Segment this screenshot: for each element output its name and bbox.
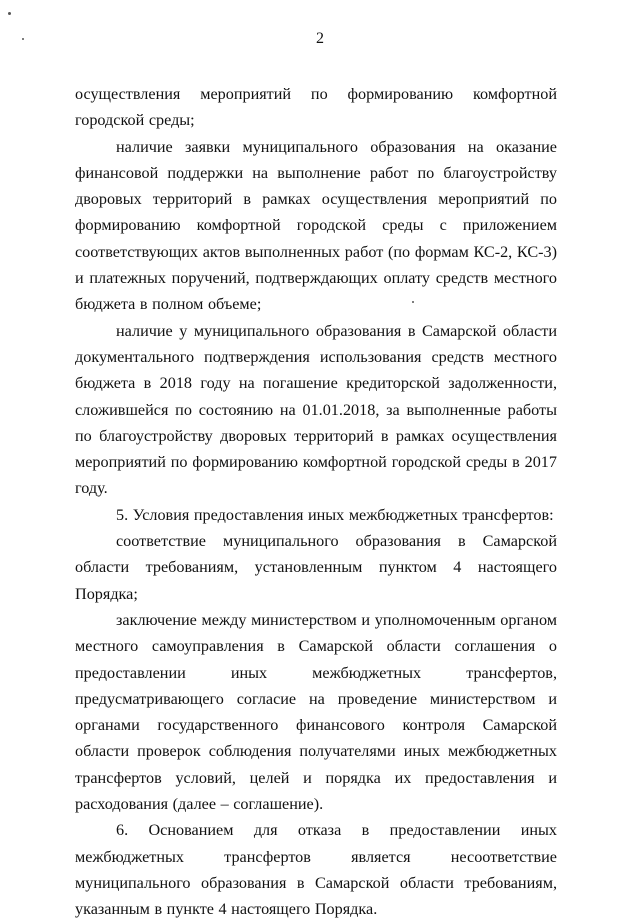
paragraph-2: наличие заявки муниципального образования на оказание финансовой поддержки на выполнение работ по благоустройству дворовых территорий в рамках осуществления мероприятий по формированию комфортной городской среды с приложением соответствующих актов выполненных работ (по формам КС-2, КС-3) и платежных поручений, подтверждающих оплату средств местного бюджета в полном объеме; <box>75 137 557 314</box>
paragraph-5: соответствие муниципального образования в Самарской области требованиям, установленным пунктом 4 настоящего Порядка; <box>75 532 557 603</box>
paragraph-7: 6. Основанием для отказа в предоставлении иных межбюджетных трансфертов является несоответствие муниципального образования в Самарской области требованиям, указанным в пункте 4 настоящего Порядка. <box>75 821 557 919</box>
document-body <box>75 81 557 923</box>
scan-speck <box>22 38 24 40</box>
scan-speck <box>8 12 11 15</box>
paragraph-1: осуществления мероприятий по формированию комфортной городской среды; <box>75 85 557 130</box>
paragraph-3: наличие у муниципального образования в Самарской области документального подтверждения использования средств местного бюджета в 2018 году на погашение кредиторской задолженности, сложившейся по состоянию на 01.01.2018, за выполненные работы по благоустройству дворовых территорий в рамках осуществления мероприятий по формированию комфортной городской среды в 2017 году. <box>75 321 557 498</box>
paragraph-4: 5. Условия предоставления иных межбюджетных трансфертов: <box>116 505 554 524</box>
paragraph-6: заключение между министерством и уполномоченным органом местного самоуправления в Самарской области соглашения о предоставлении иных межбюджетных трансфертов, предусматривающего согласие на проведение министерством и органами государственного финансового контроля Самарской области проверок соблюдения получателями иных межбюджетных трансфертов условий, целей и порядка их предоставления и расходования (далее – соглашение). <box>75 610 557 814</box>
page-number: 2 <box>316 30 324 47</box>
